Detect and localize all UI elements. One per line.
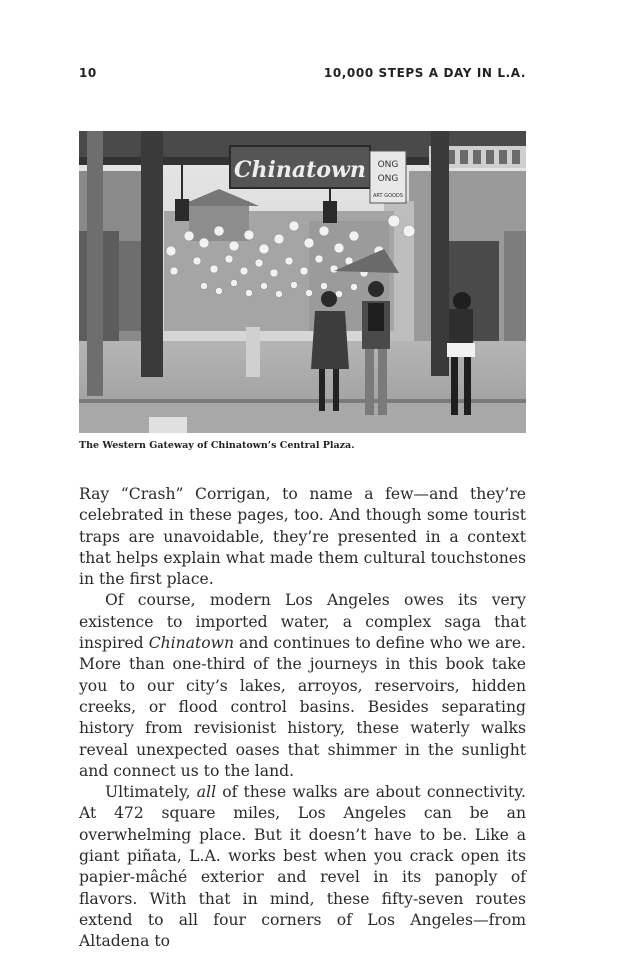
paragraph: Of course, modern Los Angeles owes its very existence to imported water, a complex saga that inspired Chinatown and continues to define who we are. More than one-third of the journeys in this book take you to our city’s lakes, arroyos, reservoirs, hidden creeks, or flood control basins. Besides separating history from revisionist history, these waterly walks reveal unexpected oases that shimmer in the sunlight and connect us to the land. [79,591,526,780]
paragraph: Ultimately, all of these walks are about connectivity. At 472 square miles, Los Angeles can be an overwhelming place. But it doesn’t have to be. Like a giant piñata, L.A. works best when you crack open its papier-mâché exterior and revel in its panoply of flavors. With that in mind, these fifty-seven routes extend to all four corners of Los Angeles—from Altadena to [79,783,526,951]
photo-caption: The Western Gateway of Chinatown’s Central Plaza. [79,440,355,451]
paragraph: Ray “Crash” Corrigan, to name a few—and they’re celebrated in these pages, too. And though some tourist traps are unavoidable, they’re presented in a context that helps explain what made them cultural touchstones in the first place. [79,485,526,589]
italic-title: Chinatown [148,634,235,653]
chinatown-gateway-photo [79,131,526,433]
running-head: 10,000 STEPS A DAY IN L.A. [323,66,526,80]
side-sign-line3: ART GOODS [373,193,403,199]
side-sign-line2: ONG [377,174,399,184]
page-number: 10 [79,66,97,80]
chinatown-sign-text: Chinatown [234,157,366,183]
side-sign-line1: ONG [377,160,399,170]
italic-emphasis: all [196,783,217,802]
page-header [79,66,526,84]
body-text [79,484,526,953]
